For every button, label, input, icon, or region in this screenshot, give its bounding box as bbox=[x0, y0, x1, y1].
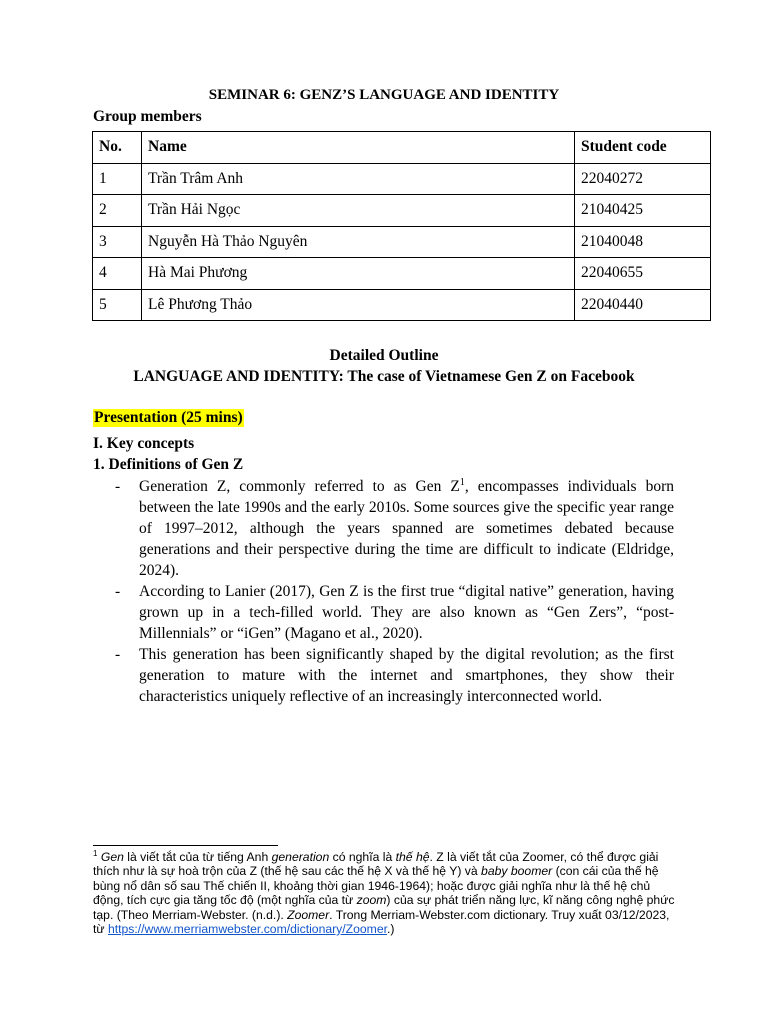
footnote-marker: 1 bbox=[93, 848, 98, 858]
table-row bbox=[93, 226, 711, 258]
footnote: $^1$ Gen là viết tắt của từ tiếng Anh generation có nghĩa là thế hệ. Z là viết tắt của Zoomer, có thể được giải thích như là sự hoà trộn của Z (thế hệ sau các thế hệ X và thế hệ Y) và baby boomer (con cái của thế hệ bùng nổ dân số sau Thế chiến II, khoảng thời gian 1946-1964); hoặc được giải nghĩa như là thế hệ chủ động, tích cực gia tăng tốc độ (một nghĩa của từ zoom) của sự phát triển năng lực, kĩ năng công nghệ phức tạp. (Theo Merriam-Webster. (n.d.). Zoomer. Trong Merriam-Webster.com dictionary. Truy xuất 03/12/2023, từ https://www.merriamwebster.com/dictionary/Zoomer.) bbox=[93, 848, 675, 937]
cell-no: 2 bbox=[93, 195, 142, 227]
list-item bbox=[112, 581, 674, 644]
section-heading: I. Key concepts bbox=[93, 435, 195, 452]
bullet-dash: - bbox=[115, 646, 121, 663]
cell-name: Trần Hải Ngọc bbox=[142, 195, 575, 227]
presentation-heading: Presentation (25 mins) bbox=[94, 409, 243, 426]
bullet-text: , encompasses individuals born between the late 1990s and the early 2010s. Some sources give the specific year range of 1997–2012, although the years spanned are sometimes debated because generations and their perspective during the time are difficult to indicate (Eldridge, 2024). bbox=[139, 478, 674, 579]
list-item bbox=[112, 476, 674, 581]
cell-student-code: 21040048 bbox=[575, 226, 711, 258]
bullet-dash: - bbox=[115, 478, 121, 495]
definitions-list bbox=[112, 476, 674, 707]
group-members-table bbox=[92, 131, 711, 321]
merriam-webster-link[interactable]: https://www.merriamwebster.com/dictionary/Zoomer bbox=[107, 922, 387, 937]
group-members-label: Group members bbox=[93, 108, 202, 125]
cell-student-code: 22040655 bbox=[575, 258, 711, 290]
header-student-code: Student code bbox=[575, 132, 711, 164]
table-header-row bbox=[93, 132, 711, 164]
bullet-text: According to Lanier (2017), Gen Z is the first true “digital native” generation, having grown up in a tech-filled world. They are also known as “Gen Zers”, “post-Millennials” or “iGen” (Magano et al., 2020). bbox=[139, 583, 674, 642]
bullet-text: This generation has been significantly shaped by the digital revolution; as the first generation to mature with the internet and smartphones, they show their characteristics uniquely reflective of an increasingly interconnected world. bbox=[139, 646, 674, 705]
list-item bbox=[112, 644, 674, 707]
footnote-ref[interactable]: 1 bbox=[459, 476, 465, 488]
bullet-text: Generation Z, commonly referred to as Gen Z bbox=[139, 478, 460, 495]
bullet-dash: - bbox=[115, 583, 121, 600]
table-row bbox=[93, 289, 711, 321]
document-title: SEMINAR 6: GENZ’S LANGUAGE AND IDENTITY bbox=[208, 87, 560, 103]
outline-subtitle: LANGUAGE AND IDENTITY: The case of Vietnamese Gen Z on Facebook bbox=[133, 368, 635, 385]
header-name: Name bbox=[142, 132, 575, 164]
subsection-heading: 1. Definitions of Gen Z bbox=[93, 456, 244, 473]
cell-name: Trần Trâm Anh bbox=[142, 163, 575, 195]
cell-name: Hà Mai Phương bbox=[142, 258, 575, 290]
table-row bbox=[93, 163, 711, 195]
cell-name: Lê Phương Thảo bbox=[142, 289, 575, 321]
cell-student-code: 22040272 bbox=[575, 163, 711, 195]
table-row bbox=[93, 258, 711, 290]
cell-no: 1 bbox=[93, 163, 142, 195]
outline-title: Detailed Outline bbox=[329, 347, 439, 364]
cell-name: Nguyễn Hà Thảo Nguyên bbox=[142, 226, 575, 258]
header-no: No. bbox=[93, 132, 142, 164]
table-row bbox=[93, 195, 711, 227]
footnote-divider bbox=[93, 845, 278, 846]
cell-no: 4 bbox=[93, 258, 142, 290]
cell-student-code: 22040440 bbox=[575, 289, 711, 321]
cell-student-code: 21040425 bbox=[575, 195, 711, 227]
cell-no: 5 bbox=[93, 289, 142, 321]
cell-no: 3 bbox=[93, 226, 142, 258]
